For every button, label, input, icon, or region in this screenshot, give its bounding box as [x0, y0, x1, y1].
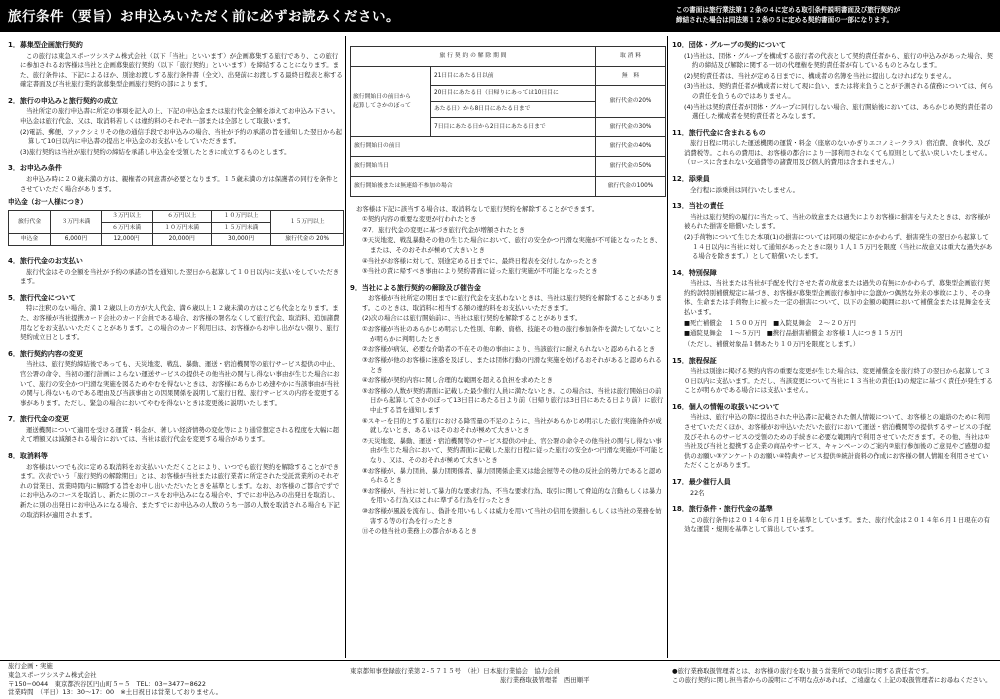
- footer-manager-note: [672, 667, 994, 686]
- table-cell: 旅行開始後または無連絡不参加の場合: [351, 176, 596, 196]
- deposit-table: [8, 210, 344, 246]
- footer-company-name: 東急スポーツシステム株式会社: [8, 670, 97, 679]
- column-middle: [350, 40, 666, 652]
- table-cell: 20日目にあたる日（日帰りにあっては10日目に: [431, 86, 596, 102]
- section-heading: 1．募集型企画旅行契約: [8, 41, 83, 49]
- table-cell: 旅行代金の30%: [596, 117, 666, 137]
- section-item: (3)当社は、契約責任者が構成者に対して現に負い、または将来負うことが予測される債務については、何らの責任を負うものではありません。: [684, 82, 994, 100]
- table-cell: 申込金: [9, 234, 51, 246]
- section-item: (2)手荷物について生じた本項(1)の損害については同項の規定にかかわらず、損害発生の翌日から起算して１４日以内に当社に対して通知があったときに限り１人１５万円を限度（当社に故意又は重大な過失がある場合を除きます。）として賠償いたします。: [684, 232, 993, 261]
- section-item: (2)次の場合には旅行開始前に、当社は旅行契約を解除することがあります。: [362, 314, 582, 323]
- table-cell: 旅行代金の50%: [596, 157, 666, 177]
- section-body: 旅行代金はその全額を当社が予約の承諾の旨を通知した翌日から起算して１０日以内に支払いをしていただきます。: [20, 267, 340, 286]
- section-heading: 14．特別保障: [672, 268, 717, 277]
- list-item: ①お客様が当社のあらかじめ明示した性別、年齢、資格、技能その他の旅行参加条件を満たしてないことが明らかに判明したとき: [362, 325, 662, 343]
- table-cell: 30,000円: [211, 234, 270, 246]
- footer-hours: 営業時間 （平日）13：30〜17：00 ※土日祝日は営業しておりません。: [8, 688, 223, 697]
- section-item: ■通院見舞金 １〜５万円 ■携行品損害補償金 お客様１人につき１５万円: [684, 329, 903, 338]
- footer-address: 〒150−0044 東京都渋谷区円山町５−５ TEL：03−3477−8622: [8, 679, 206, 688]
- list-item: ②7．旅行代金の変更に基づき旅行代金が増額されたとき: [362, 225, 526, 234]
- deposit-table-title: 申込金（お一人様につき）: [8, 198, 87, 207]
- list-item: ⑧お客様が、暴力団員、暴力団関係者、暴力団関係企業又は総会屋等その他の反社会的勢力であると認められるとき: [362, 466, 662, 485]
- section-item: (2)契約責任者は、当社が定める日までに、構成者の名簿を当社に提出しなければなりません。: [684, 71, 956, 80]
- section-body: 運送機関について適用を受ける運賃・料金が、著しい経済情勢の変化等により通常想定される程度を大幅に超えて増額又は減額される場合においては、当社は旅行代金を変更する場合があります。: [20, 425, 340, 444]
- section-heading: 12．添乗員: [672, 175, 710, 184]
- section-item: ■死亡補償金 １５００万円 ■入院見舞金 ２〜２０万円: [684, 318, 856, 327]
- section-heading: 18．旅行条件・旅行代金の基準: [672, 505, 773, 514]
- company-cancel-list: [350, 325, 666, 537]
- list-item: ③お客様が他のお客様に迷惑を及ぼし、または団体行動の円滑な実施を妨げるおそれがあると認められるとき: [362, 355, 662, 374]
- section-heading: 11．旅行代金に含まれるもの: [672, 128, 766, 137]
- table-header-cell: １０万円未満: [152, 222, 211, 234]
- section-body: 全行程に添乗員は同行いたしません。: [690, 185, 800, 194]
- list-item: ⑤お客様の人数が契約書面に記載した最少催行人員に満たないとき。この場合は、当社は旅行開始日の前日から起算してさかのぼって13日目にあたる日より前（日帰り旅行は3日目にあたる日より前）に旅行中止する旨を通知します: [362, 386, 664, 414]
- list-item: ①契約内容の重要な変更が行われたとき: [362, 215, 477, 224]
- section-body: 当社は別途に掲げる契約内容の重要な変更が生じた場合は、変更補償金を旅行終了の翌日から起算して３０日以内に支払います。ただし、当該変更について当社に１３当社の責任(1)の規定に基づく責任が発生することが明らかである場合には支払いません。: [684, 367, 993, 395]
- section-heading: 10．団体・グループの契約について: [672, 41, 787, 49]
- section-body: 当社は旅行契約の履行に当たって、当社の故意または過失によりお客様に損害を与えたときは、お客様が被られた損害を賠償いたします。: [684, 212, 991, 231]
- section-heading: 3．お申込み条件: [8, 164, 62, 173]
- section-heading: 9．当社による旅行契約の解除及び催告金: [350, 283, 481, 292]
- table-cell: あたる日）から8日目にあたる日まで: [431, 102, 596, 118]
- table-header-cell: １０万円以上: [211, 211, 270, 223]
- list-item: ④お客様が契約内容に関し合理的な範囲を超える負担を求めたとき: [362, 376, 554, 385]
- cancellation-fee-table: [350, 46, 666, 197]
- list-item: ⑤当社の責に帰すべき事由により契約書面に従った旅行実施が不可能となったとき: [362, 267, 598, 276]
- list-item: ⑪その他当社の業務上の都合があるとき: [362, 527, 478, 536]
- footer-line: ●旅行業務取扱管理者とは、お客様の旅行を取り扱う営業所での取引に関する責任者です。: [672, 667, 933, 675]
- list-item: ⑩お客様が風説を流布し、偽計を用いもしくは威力を用いて当社の信用を毀損しもしくは当社の業務を妨害する等の行為を行ったとき: [362, 507, 662, 525]
- table-cell: 旅行代金の100%: [596, 176, 666, 196]
- banner-note-line: この書面は旅行業法第１２条の４に定める取引条件説明書面及び旅行契約が: [676, 6, 901, 14]
- page-title: 旅行条件（要旨）お申込みいただく前に必ずお読みください。: [8, 9, 400, 25]
- list-item: ②お客様が病気、必要な介助者の不在その他の事由により、当該旅行に耐えられないと認められるとき: [362, 345, 656, 354]
- table-header-cell: ３万円未満: [51, 211, 102, 234]
- table-header-cell: 旅 行 契 約 の 解 除 期 間: [351, 47, 596, 67]
- table-header-cell: 旅行代金: [9, 211, 51, 234]
- footer-line: 東京都知事登録旅行業第２-５７１５号 （社）日本旅行業協会 協力会員: [350, 667, 560, 675]
- section-heading: 16．個人の情報の取扱いについて: [672, 402, 780, 411]
- list-item: ⑥スキーを目的とする旅行における降雪量の不足のように、当社があらかじめ明示した旅行実施条件が成就しないとき、あるいはそのおそれが極めて大きいとき: [362, 416, 662, 435]
- section-body: 旅行日程に明示した運送機関の運賃・料金（座席のないかぎりエコノミークラス）宿泊費、食事代、及び消費税等。これらの費用は、お客様の都合により一部利用されなくても原則として払い戻しいたしません。（ロースに含まれない交通費等の諸費用及び個人的費用は含まれません。）: [684, 139, 992, 167]
- table-cell: 12,000円: [101, 234, 152, 246]
- section-heading: 5．旅行代金について: [8, 293, 76, 302]
- table-cell: 21日目にあたる日以前: [431, 66, 596, 86]
- table-header-cell: １５万円以上: [271, 211, 344, 234]
- column-divider: [667, 36, 668, 658]
- footer: [0, 660, 1000, 699]
- section-body: お申込み時に２０歳未満の方は、親権者の同意書が必要となります。１５歳未満の方は保護者の同行を条件とさせていただく場合があります。: [20, 174, 339, 193]
- section-heading: 17．最少催行人員: [672, 478, 731, 486]
- list-item: ⑦天災地変、暴動、運送・宿泊機関等のサービス提供の中止、官公署の命令その他当社の関与し得ない事由が生じた場合において、契約書面に記載した旅行日程に従った旅行の安全かつ円滑な実施が不可能となり、又は、そのおそれが極めて大きいとき: [362, 436, 664, 465]
- section-heading: 2．旅行の申込みと旅行契約の成立: [8, 96, 118, 105]
- table-cell: 6,000円: [51, 234, 102, 246]
- footer-line: この旅行契約に関し担当者からの説明にご不明な点があれば、ご遠慮なく上記の取扱管理者にお尋ねください。: [672, 676, 992, 685]
- table-header-cell: ３万円以上: [101, 211, 152, 223]
- table-cell: 旅行代金の20%: [596, 86, 666, 117]
- table-cell: 旅行代金の40%: [596, 137, 666, 157]
- list-item: ③天災地変、戦乱暴動その他の生じた場合において、旅行の安全かつ円滑な実施が不可能となったとき、または、そのおそれが極めて大きいとき: [362, 236, 662, 254]
- section-body: 当社は、旅行契約締結後であっても、天災地変、戦乱、暴動、運送・宿泊機関等の旅行サービス提供の中止、官公署の命令、当初の運行計画によらない運送サービスの提供その他当社の関与し得ない事由が生じた場合において、旅行の安全かつ円滑な実施を図るためやむを得ないときは、お客様にあらかじめ速やかに当該事由が当社の関与し得ないものである理由及び当該事由との因果関係を説明して旅行日程、旅行サービスの内容を変更する事があります。ただし、緊急の場合においてやむを得ないときは変更後に説明いたします。: [20, 360, 340, 407]
- section-body: お客様はいつでも次に定める取消料をお支払いいただくことにより、いつでも旅行契約を解除することができます。次表でいう「旅行契約の解除期日」とは、お客様が当社または旅行業者に所定された受託営業所のそれぞれの営業日、営業時間内に解除する旨をお申し出いただいたときを基準とします。なお、お客様のご都合でずでにお申込みのコースを取消し、新たに別のコースをお申込みになる場合や、すでにお申込みの出発日を取消し、新たに別の出発日にお申込みになる場合、またすでにお申込みの人数のうち一部の人数を取消される場合も下記の取消料が適用されます。: [20, 462, 340, 519]
- section-body: この旅行条件は２０１４年６月１日を基準としています。また、旅行代金は２０１４年６月１日現在の有効な運賃・規則を基準として算出しています。: [684, 515, 990, 534]
- section-heading: 4．旅行代金のお支払い: [8, 257, 83, 266]
- footer-registration: [350, 667, 670, 686]
- section-item: (3)旅行契約は当社が旅行契約の締結を承諾し申込金を受領したときに成立するものとします。: [20, 147, 291, 156]
- section-body: 22名: [690, 488, 705, 497]
- table-cell: 無 料: [596, 66, 666, 86]
- table-cell: 旅行代金の 20%: [271, 234, 344, 246]
- section-heading: 7．旅行代金の変更: [8, 415, 69, 424]
- section-heading: 15．旅程保証: [672, 356, 717, 365]
- section-heading: 13．当社の責任: [672, 202, 724, 211]
- footer-company-info: [8, 662, 338, 697]
- table-cell: 旅行開始当日: [351, 157, 596, 177]
- header-banner: [0, 0, 1000, 32]
- section-heading: 8．取消料等: [8, 452, 48, 461]
- column-left: [8, 40, 344, 652]
- table-group-label-line: 旅行開始日の前日から: [353, 93, 411, 100]
- table-header-cell: １５万円未満: [211, 222, 270, 234]
- section-body: 当社所定の旅行申込書に所定の事項を記入の上、下記の申込金または旅行代金全額を添えてお申込み下さい。申込金は旅行代金、又は、取消料若しくは違約料のそれぞれ一部または全部として取扱います。: [20, 107, 340, 126]
- section-body: お客様は下記に該当する場合は、取消料なしで旅行契約を解除することができます。: [356, 204, 599, 213]
- table-group-label: [351, 66, 431, 137]
- table-group-label-line: 起算してさかのぼって: [353, 102, 411, 109]
- column-divider: [345, 36, 346, 658]
- section-heading: 6．旅行契約内容の変更: [8, 349, 83, 358]
- cancel-conditions-list: [350, 215, 666, 277]
- section-body: お客様が当社所定の期日までに旅行代金を支払わないときは、当社は旅行契約を解除することがあります。このときは、取消料に相当する額の違約料をお支払いいただきます。: [362, 294, 662, 312]
- table-cell: 旅行開始日の前日: [351, 137, 596, 157]
- section-body: 当社は、当社または当社が手配を代行させた者の故意または過失の有無にかかわらず、募集型企画旅行契約約款特別補償規定に基づき、お客様が募集型企画旅行参加中に急激かつ偶然な外来の事故により、その身体、生命または手荷物上に被った一定の損害について、以下の金額の範囲において補償金または見舞金を支払います。: [684, 279, 991, 317]
- list-item: ⑨お客様が、当社に対して暴力的な要求行為、不当な要求行為、取引に関して脅迫的な言動もしくは暴力を用いる行為又はこれに準ずる行為を行ったとき: [362, 486, 662, 505]
- section-body: 当社は、旅行申込の際に提出された申込書に記載された個人情報について、お客様との連絡のために利用させていただくほか、お客様がお申込いただいた旅行において運送・宿泊機関等の提供するサービスの手配及びそれらのサービスの受領のための手続きに必要な範囲内で利用させていただきます。その他、当社は①当社及び当社と提携する企業の商品やサービス、キャンペーンのご案内②旅行参加後のご意見やご感想の提供のお願い③アンケートのお願い④特典サービス提供⑤統計資料の作成にお客様の個人情報を利用させていただくことがあります。: [684, 413, 991, 470]
- banner-note-line: 締結された場合は同法第１２条の５に定める契約書面の一部になります。: [676, 15, 894, 24]
- section-item: （ただし、補償対象品１個あたり１０万円を限度とします。）: [684, 339, 860, 348]
- section-item: (1)当社は、団体・グループを構成する旅行者の代表として契約責任者から、旅行の申込みがあった場合、契約の締結及び解除に関する一切の代理権を契約責任者が有しているものとみなします。: [684, 51, 993, 70]
- table-cell: 7日目にあたる日から2日目にあたる日まで: [431, 117, 596, 137]
- column-right: [672, 40, 994, 652]
- section-body: この旅行は東急スポーツシステム株式会社（以下「当社」といいます）が企画募集する旅行であり、この旅行に参加されるお客様は当社と企画募集旅行契約（以下「旅行契約」といいます）を締結することになります。また、旅行条件は、下記によるほか、別途お渡しする旅行条件書（全文）、出発前にお渡しする最終日程表と称する確定書面及び当社旅行業約款募集型企画旅行契約の部によります。: [20, 51, 343, 89]
- banner-note: [676, 6, 900, 25]
- table-header-cell: ６万円未満: [101, 222, 152, 234]
- table-header-cell: 取 消 料: [596, 47, 666, 67]
- footer-line: 旅行業務取扱管理者 西田順平: [500, 676, 590, 685]
- table-cell: 20,000円: [152, 234, 211, 246]
- list-item: ④当社がお客様に対して、別途定める日までに、最終日程表を交付しなかったとき: [362, 256, 598, 265]
- table-header-cell: ６万円以上: [152, 211, 211, 223]
- section-item: (4)当社は契約責任者が団体・グループに同行しない場合、旅行開始後においては、あらかじめ契約責任者の選任した構成者を契約責任者とみなします。: [684, 102, 993, 121]
- section-body: 特に注釈のない場合、満１２歳以上の方が大人代金、満６歳以上１２歳未満の方はこども代金となります。また、お客様が当社提携カード会社のカード会員である場合、お客様の署名なくして旅行代金、取消料、追加諸費用などをお支払いいただくことがあります。この場合のカード利用日は、お客様からお申し出がない限り、旅行契約成立日とします。: [20, 304, 340, 342]
- footer-line: 旅行企画・実施: [8, 662, 53, 670]
- section-item: (2)電話、郵便、ファクシミリその他の通信手段でお申込みの場合、当社が予約の承諾の旨を通知した翌日から起算して10日以内に申込書の提出と申込金のお支払いをしていただきます。: [20, 127, 343, 146]
